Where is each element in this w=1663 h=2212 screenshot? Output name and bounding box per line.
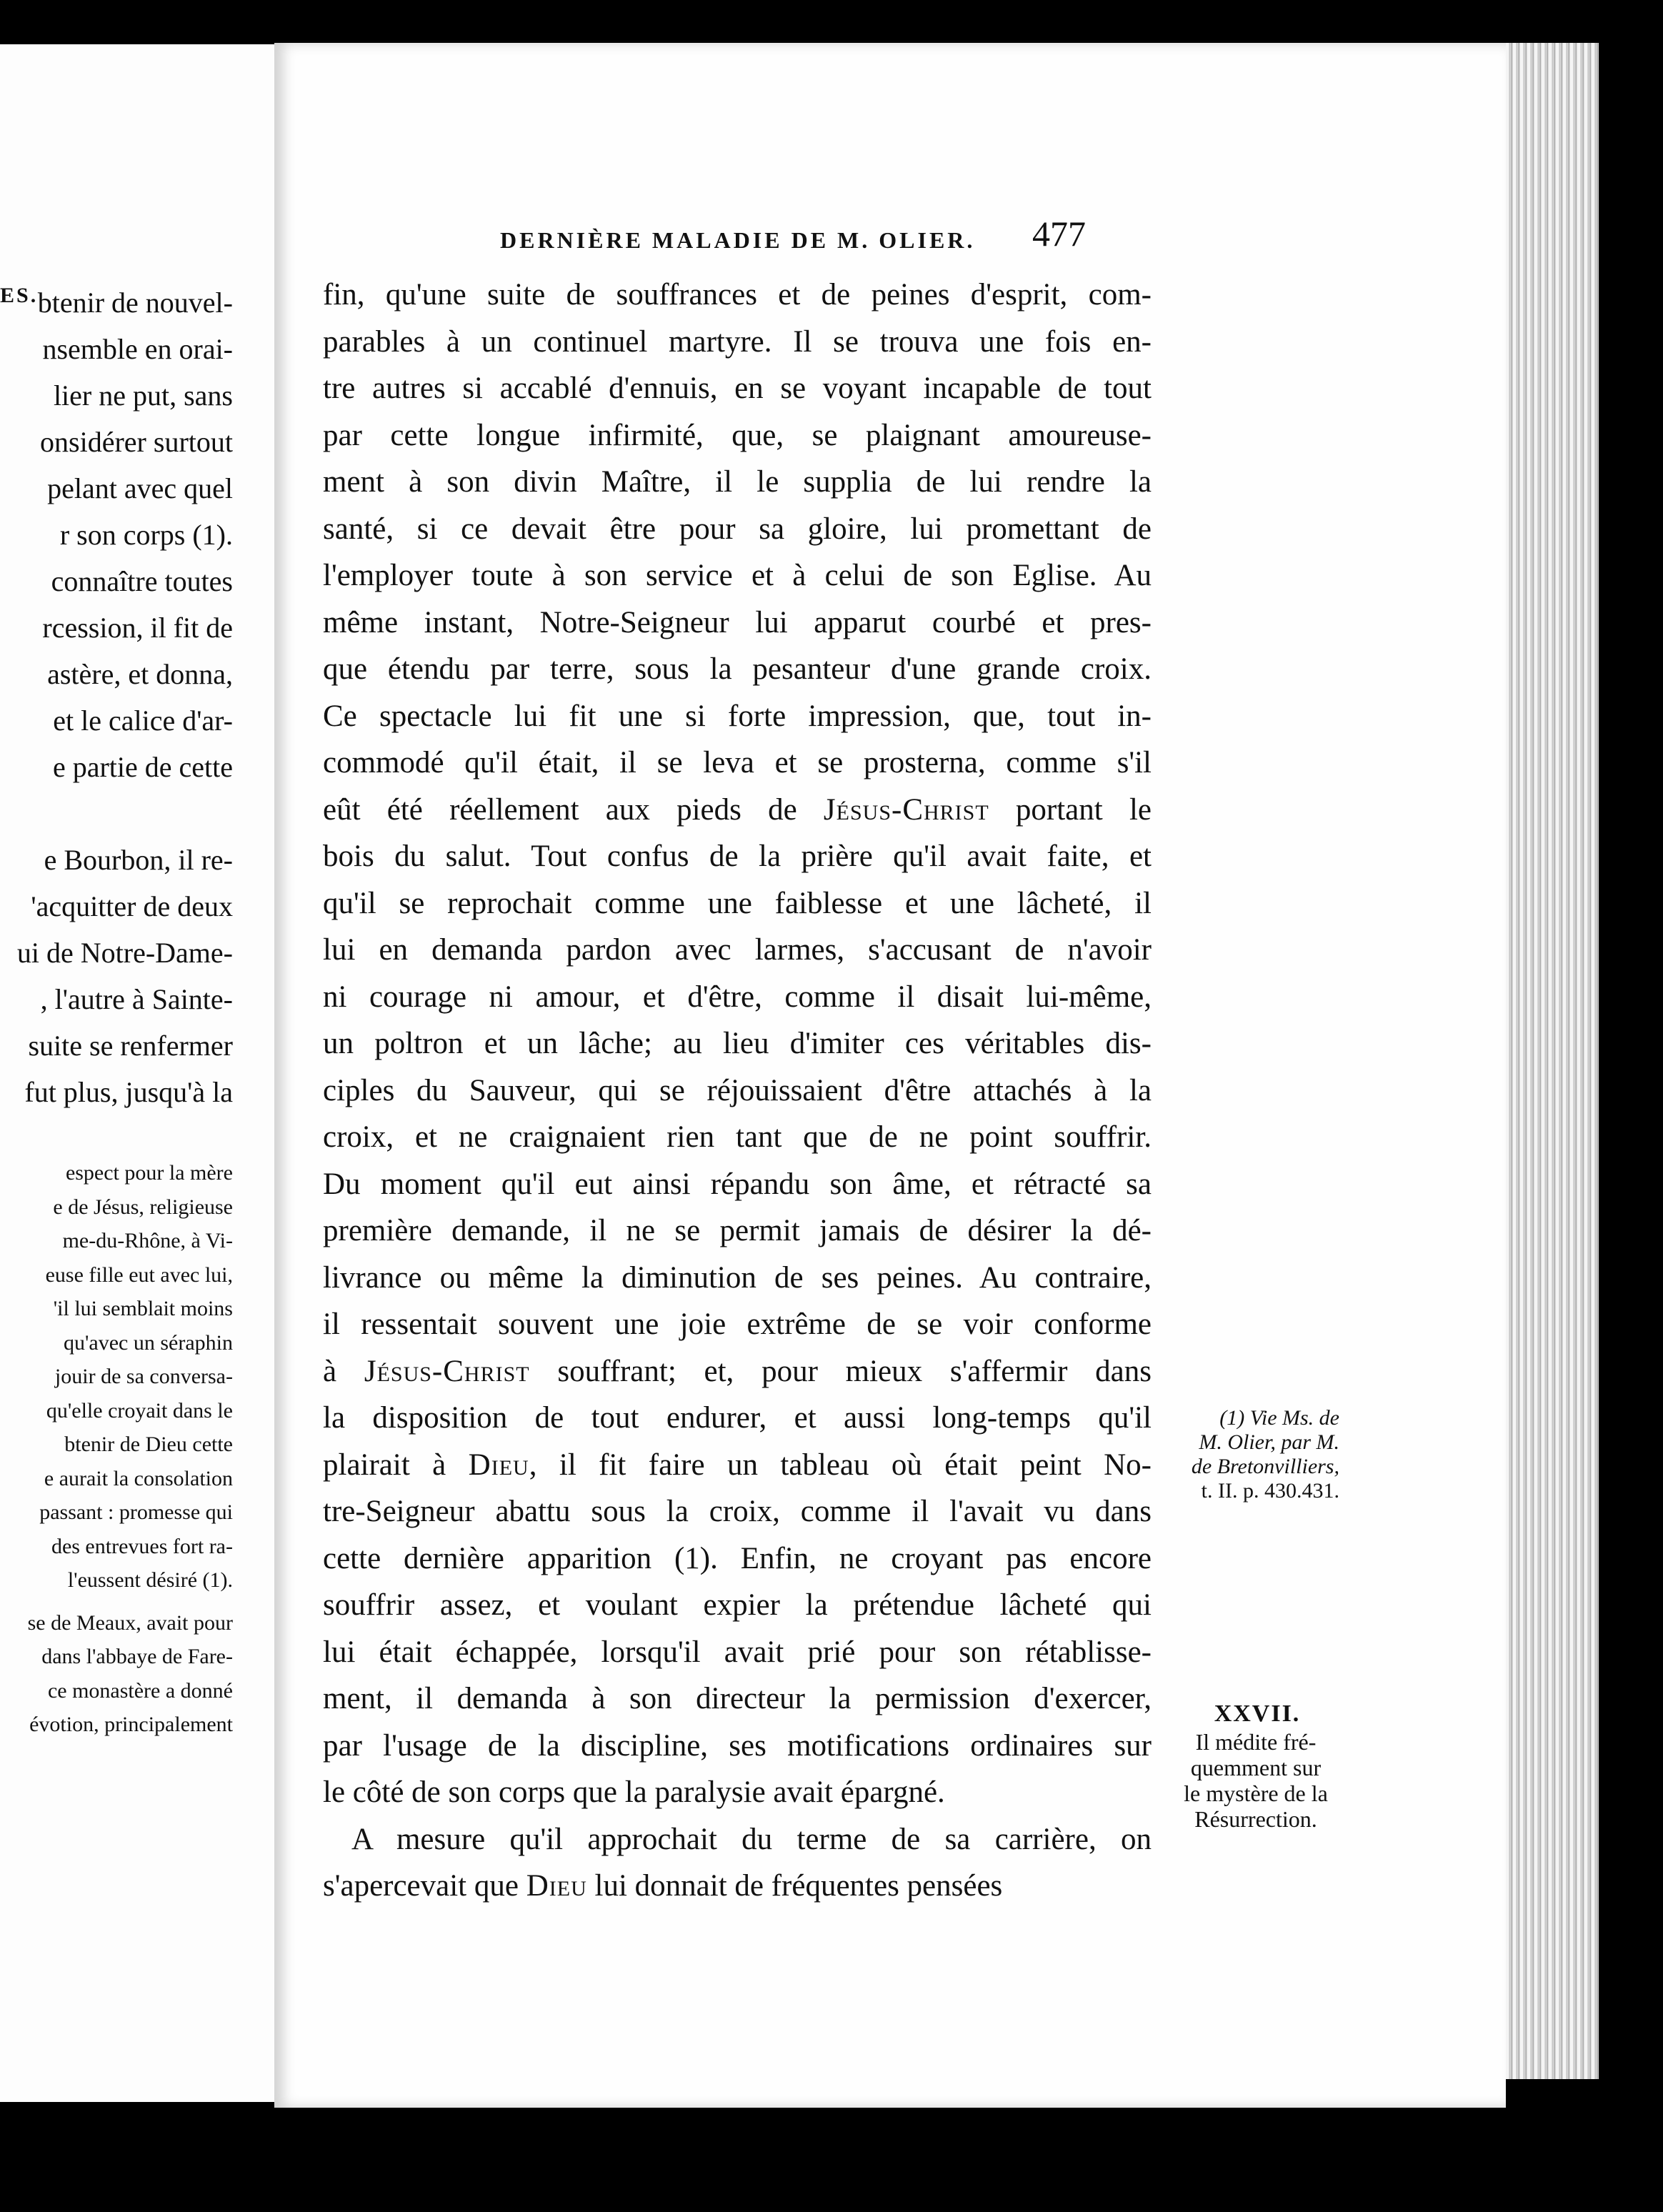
left-footnote-line: e de Jésus, religieuse (53, 1195, 233, 1219)
body-line: A mesure qu'il approchait du terme de sa carrière, on (351, 1822, 1152, 1856)
left-footnote-line: passant : promesse qui (39, 1500, 233, 1524)
left-line: btenir de nouvel- (37, 287, 233, 319)
left-line: et le calice d'ar- (53, 704, 233, 737)
left-facing-page (0, 44, 284, 2102)
body-line: que étendu par terre, sous la pesanteur d'une grande croix. (323, 652, 1152, 686)
left-line: e partie de cette (52, 751, 233, 783)
body-line: plairait à Dieu, il fit faire un tableau où était peint No- (323, 1448, 1152, 1482)
margin-note-line: (1) Vie Ms. de (1219, 1406, 1339, 1430)
body-line: cette dernière apparition (1). Enfin, ne croyant pas encore (323, 1541, 1152, 1575)
body-line: ni courage ni amour, et d'être, comme il disait lui-même, (323, 980, 1152, 1014)
section-summary-line: le mystère de la (1184, 1780, 1328, 1806)
left-footnote-line: ce monastère a donné (47, 1678, 233, 1703)
section-number: XXVII. (1214, 1700, 1301, 1727)
section-summary-line: quemment sur (1190, 1755, 1322, 1780)
left-footnote-line: qu'avec un séraphin (64, 1330, 233, 1355)
body-line: le côté de son corps que la paralysie avait épargné. (323, 1775, 945, 1809)
left-line: suite se renfermer (28, 1030, 233, 1062)
margin-note-line: t. II. p. 430.431. (1201, 1479, 1339, 1503)
left-line: r son corps (1). (59, 519, 233, 551)
left-line: 'acquitter de deux (31, 890, 233, 922)
left-footnote-line: évotion, principalement (29, 1713, 233, 1736)
left-footnote-line: l'eussent désiré (1). (67, 1568, 233, 1592)
book-page-edges (1506, 43, 1599, 2079)
body-line: même instant, Notre-Seigneur lui apparut courbé et pres- (323, 605, 1152, 639)
body-line: croix, et ne craignaient rien tant que de ne point souffrir. (323, 1120, 1152, 1154)
small-caps-name: Jésus-Christ (364, 1354, 530, 1388)
left-footnote-line: se de Meaux, avait pour (27, 1610, 233, 1635)
body-line: ment, il demanda à son directeur la permission d'exercer, (323, 1682, 1152, 1715)
left-running-head: ES. (0, 284, 39, 307)
body-line: santé, si ce devait être pour sa gloire, lui promettant de (323, 512, 1152, 546)
body-line: par l'usage de la discipline, ses motifications ordinaires sur (323, 1728, 1152, 1763)
body-line: livrance ou même la diminution de ses peines. Au contraire, (323, 1260, 1152, 1295)
left-footnote-line: qu'elle croyait dans le (46, 1398, 233, 1423)
left-footnote-line: des entrevues fort ra- (51, 1534, 233, 1558)
left-footnote-line: btenir de Dieu cette (64, 1433, 233, 1456)
body-line: fin, qu'une suite de souffrances et de peines d'esprit, com- (323, 278, 1152, 312)
body-line: bois du salut. Tout confus de la prière qu'il avait faite, et (323, 840, 1152, 873)
body-text (323, 271, 1152, 1910)
body-line: il ressentait souvent une joie extrême de se voir conforme (323, 1307, 1152, 1341)
left-line: ui de Notre-Dame- (16, 937, 233, 969)
small-caps-name: Jésus-Christ (823, 792, 989, 827)
small-caps-name: Dieu (526, 1869, 587, 1903)
left-footnote-line: espect pour la mère (65, 1161, 233, 1185)
body-line: souffrir assez, et voulant expier la prétendue lâcheté qui (323, 1588, 1152, 1622)
left-footnote-line: me-du-Rhône, à Vi- (62, 1229, 233, 1252)
left-line: connaître toutes (51, 565, 233, 597)
body-line: à Jésus-Christ souffrant; et, pour mieux s'affermir dans (323, 1354, 1152, 1388)
body-line: tre autres si accablé d'ennuis, en se voyant incapable de tout (323, 372, 1152, 405)
body-line: eût été réellement aux pieds de Jésus-Christ portant le (323, 792, 1152, 827)
body-line: l'employer toute à son service et à celui de son Eglise. Au (323, 559, 1152, 592)
body-line: Du moment qu'il eut ainsi répandu son âme, et rétracté sa (323, 1167, 1152, 1201)
left-line: nsemble en orai- (42, 333, 233, 365)
page-number: 477 (1032, 214, 1086, 254)
body-line: la disposition de tout endurer, et aussi long-temps qu'il (323, 1401, 1152, 1435)
left-line: , l'autre à Sainte- (40, 983, 233, 1015)
left-footnote-line: jouir de sa conversa- (54, 1365, 233, 1388)
body-line: commodé qu'il était, il se leva et se prosterna, comme s'il (323, 746, 1152, 779)
body-line: lui en demanda pardon avec larmes, s'accusant de n'avoir (323, 933, 1152, 967)
body-line: parables à un continuel martyre. Il se trouva une fois en- (323, 324, 1152, 359)
body-line: ment à son divin Maître, il le supplia de lui rendre la (323, 465, 1152, 499)
margin-note-line: de Bretonvilliers, (1191, 1455, 1339, 1478)
body-line: lui était échappée, lorsqu'il avait prié pour son rétablisse- (323, 1635, 1152, 1669)
left-line: e Bourbon, il re- (44, 844, 233, 876)
left-line: pelant avec quel (47, 472, 233, 504)
body-line: tre-Seigneur abattu sous la croix, comme il l'avait vu dans (323, 1495, 1152, 1528)
left-line: astère, et donna, (47, 658, 233, 690)
body-line: qu'il se reprochait comme une faiblesse et une lâcheté, il (323, 886, 1152, 920)
body-line: ciples du Sauveur, qui se réjouissaient d'être attachés à la (323, 1073, 1152, 1107)
margin-footnote (1168, 1406, 1339, 1503)
margin-note-line: M. Olier, par M. (1199, 1430, 1339, 1454)
left-line: rcession, il fit de (42, 612, 233, 644)
body-line: par cette longue infirmité, que, se plaignant amoureuse- (323, 418, 1152, 452)
small-caps-name: Dieu (468, 1448, 529, 1482)
section-summary-line: Il médite fré- (1195, 1729, 1317, 1755)
left-footnote-line: e aurait la consolation (44, 1466, 233, 1490)
section-summary-line: Résurrection. (1194, 1806, 1317, 1832)
left-line: fut plus, jusqu'à la (24, 1076, 233, 1108)
left-footnote-line: 'il lui semblait moins (53, 1297, 233, 1320)
body-line: première demande, il ne se permit jamais de désirer la dé- (323, 1214, 1152, 1247)
body-line: s'apercevait que Dieu lui donnait de fréquentes pensées (323, 1869, 1003, 1903)
left-footnote-line: euse fille eut avec lui, (45, 1262, 233, 1287)
left-line: lier ne put, sans (53, 379, 233, 412)
body-line: Ce spectacle lui fit une si forte impression, que, tout in- (323, 699, 1152, 733)
left-line: onsidérer surtout (40, 426, 233, 458)
body-line: un poltron et un lâche; au lieu d'imiter ces véritables dis- (323, 1027, 1152, 1060)
section-summary (1163, 1729, 1349, 1832)
left-footnote-line: dans l'abbaye de Fare- (41, 1645, 233, 1668)
running-head: DERNIÈRE MALADIE DE M. OLIER. (500, 227, 976, 253)
